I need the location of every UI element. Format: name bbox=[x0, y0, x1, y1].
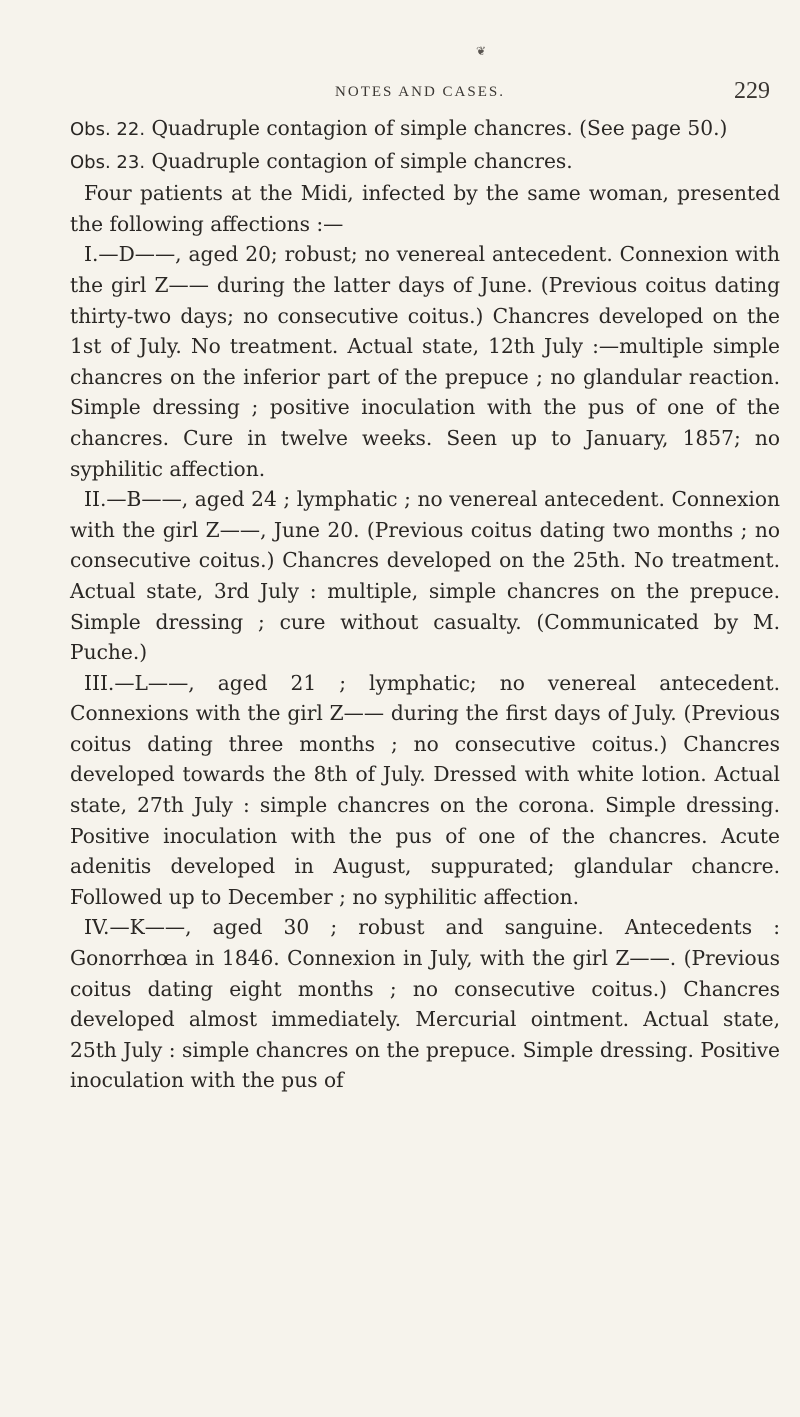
paragraph-intro bbox=[70, 178, 780, 239]
paragraph-case-3 bbox=[70, 668, 780, 913]
body-text bbox=[70, 113, 780, 1096]
page-header bbox=[58, 78, 782, 108]
paragraph-case-4 bbox=[70, 912, 780, 1096]
paragraph-text: Quadruple contagion of simple chancres. bbox=[145, 148, 573, 173]
paragraph-text: I.—D——, aged 20; robust; no venereal antecedent. Connexion with the girl Z—— during the latter days of June. (Previous coitus dating thirty-two days; no consecutive coitus.) Chancres developed on the 1st of July. No treatment. Actual state, 12th July :—multiple simple chancres on the inferior part of the prepuce ; no glandular reaction. Simple dressing ; positive inoculation with the pus of one of the chancres. Cure in twelve weeks. Seen up to January, 1857; no syphilitic affection. bbox=[70, 242, 780, 481]
page-number: 229 bbox=[734, 78, 770, 104]
paragraph-case-2 bbox=[70, 484, 780, 668]
paragraph-text: Four patients at the Midi, infected by the same woman, presented the following affections :— bbox=[70, 181, 780, 236]
paragraph-text: III.—L——, aged 21 ; lymphatic; no venereal antecedent. Connexions with the girl Z—— during the first days of July. (Previous coitus dating three months ; no consecutive coitus.) Chancres developed towards the 8th of July. Dressed with white lotion. Actual state, 27th July : simple chancres on the corona. Simple dressing. Positive inoculation with the pus of one of the chancres. Acute adenitis developed in August, suppurated; glandular chancre. Followed up to December ; no syphilitic affection. bbox=[70, 670, 780, 909]
paragraph-text: II.—B——, aged 24 ; lymphatic ; no venereal antecedent. Connexion with the girl Z——, June 20. (Previous coitus dating two months ; no consecutive coitus.) Chancres developed on the 25th. No treatment. Actual state, 3rd July : multiple, simple chancres on the prepuce. Simple dressing ; cure without casualty. (Communicated by M. Puche.) bbox=[70, 487, 780, 665]
observation-label: Obs. 23. bbox=[70, 151, 146, 173]
ornament-mark: ❦ bbox=[476, 44, 487, 58]
observation-label: Obs. 22. bbox=[70, 119, 146, 140]
paragraph-text: IV.—K——, aged 30 ; robust and sanguine. Antecedents : Gonorrhœa in 1846. Connexion in July, with the girl Z——. (Previous coitus dating eight months ; no consecutive coitus.) Chancres developed almost immediately. Mercurial ointment. Actual state, 25th July : simple chancres on the prepuce. Simple dressing. Positive inoculation with the pus of bbox=[70, 915, 780, 1093]
paragraph-text: Quadruple contagion of simple chancres. (See page 50.) bbox=[145, 116, 728, 140]
paragraph-obs-23 bbox=[70, 146, 780, 179]
paragraph-obs-22 bbox=[70, 113, 780, 146]
running-head: NOTES AND CASES. bbox=[335, 84, 505, 100]
paragraph-case-1 bbox=[70, 239, 780, 484]
